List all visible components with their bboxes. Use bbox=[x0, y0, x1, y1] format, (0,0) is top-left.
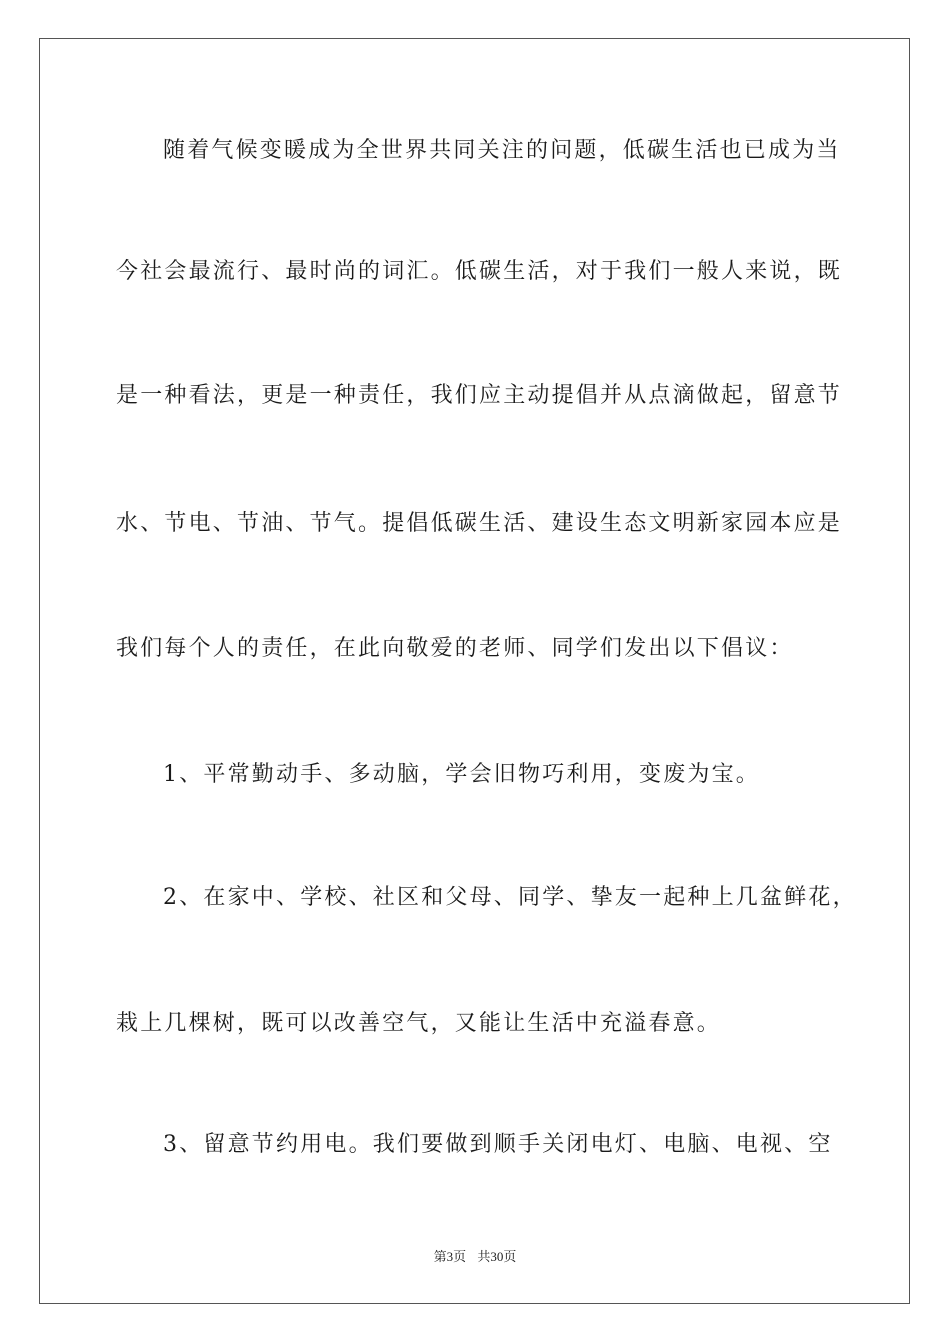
page-number: 第3页 bbox=[433, 1249, 467, 1264]
page-frame bbox=[39, 38, 910, 1304]
paragraph-2-line-1: 1、平常勤动手、多动脑，学会旧物巧利用，变废为宝。 bbox=[163, 762, 760, 787]
page-footer bbox=[0, 1246, 950, 1265]
paragraph-1-line-3: 是一种看法，更是一种责任，我们应主动提倡并从点滴做起，留意节 bbox=[116, 383, 843, 408]
paragraph-3-line-2: 栽上几棵树，既可以改善空气，又能让生活中充溢春意。 bbox=[116, 1011, 722, 1036]
paragraph-4-line-1: 3、留意节约用电。我们要做到顺手关闭电灯、电脑、电视、空 bbox=[163, 1132, 833, 1157]
paragraph-1-line-2: 今社会最流行、最时尚的词汇。低碳生活，对于我们一般人来说，既 bbox=[116, 259, 843, 284]
paragraph-1-line-1: 随着气候变暖成为全世界共同关注的问题，低碳生活也已成为当 bbox=[163, 138, 841, 163]
paragraph-3-line-1: 2、在家中、学校、社区和父母、同学、挚友一起种上几盆鲜花， bbox=[163, 885, 857, 910]
paragraph-1-line-5: 我们每个人的责任，在此向敬爱的老师、同学们发出以下倡议： bbox=[116, 636, 794, 661]
page-total: 共30页 bbox=[477, 1249, 517, 1264]
paragraph-1-line-4: 水、节电、节油、节气。提倡低碳生活、建设生态文明新家园本应是 bbox=[116, 511, 843, 536]
